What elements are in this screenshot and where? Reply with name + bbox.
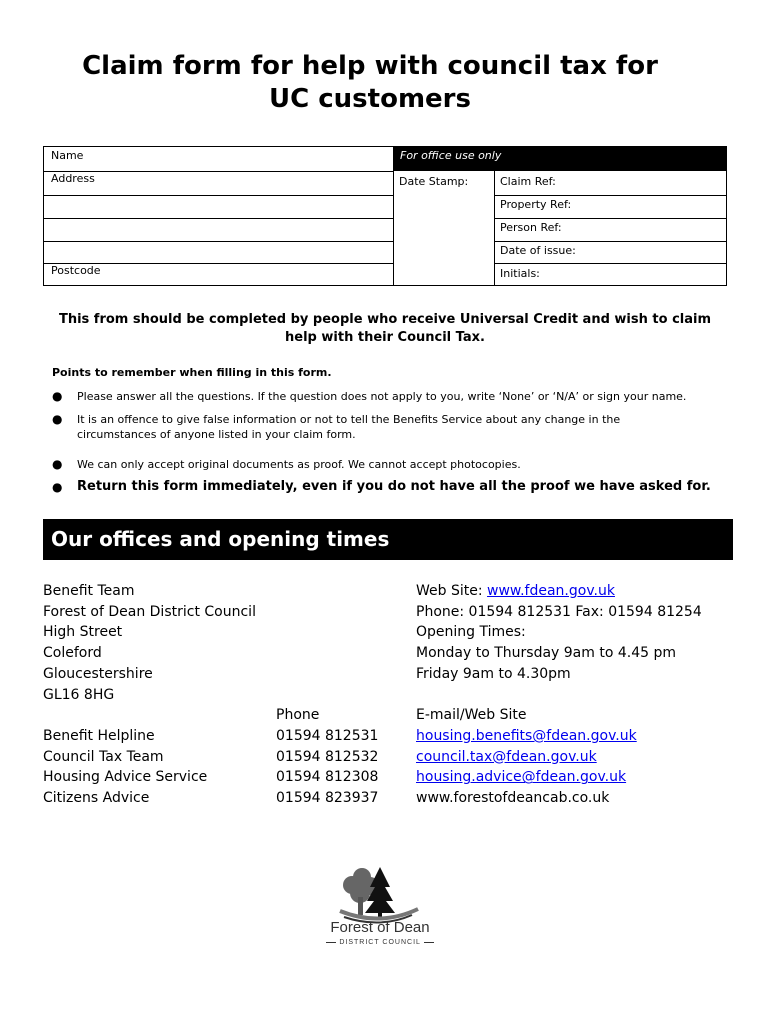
person-ref-label: Person Ref: bbox=[500, 221, 562, 234]
contact-name: Benefit Helpline bbox=[43, 728, 155, 744]
intro-line-1: This from should be completed by people who receive Universal Credit and wish to claim bbox=[58, 312, 712, 327]
address-field-label: Address bbox=[51, 172, 95, 185]
office-use-header: For office use only bbox=[393, 147, 727, 171]
points-title: Points to remember when filling in this form. bbox=[52, 366, 332, 379]
logo-subtitle: DISTRICT COUNCIL bbox=[300, 939, 460, 946]
postcode-field-label: Postcode bbox=[51, 264, 101, 277]
contact-emails bbox=[416, 726, 637, 809]
claim-form-table bbox=[43, 146, 727, 286]
contact-name: Housing Advice Service bbox=[43, 769, 208, 786]
contact-website: www.forestofdeancab.co.uk bbox=[416, 790, 610, 807]
address-line: Benefit Team bbox=[43, 583, 135, 599]
contact-email-link[interactable]: housing.advice@fdean.gov.uk bbox=[416, 769, 627, 786]
claim-ref-label: Claim Ref: bbox=[500, 175, 556, 188]
title-line-1: Claim form for help with council tax for bbox=[82, 51, 658, 81]
office-address bbox=[43, 581, 256, 705]
contact-name: Citizens Advice bbox=[43, 790, 150, 807]
point-text: Please answer all the questions. If the question does not apply to you, write ‘None’ or ‘N/A’ or sign your name. bbox=[77, 390, 687, 403]
contact-phone: 01594 812308 bbox=[276, 769, 379, 786]
address-line: GL16 8HG bbox=[43, 686, 115, 703]
contact-email-link[interactable]: housing.benefits@fdean.gov.uk bbox=[416, 728, 637, 744]
intro-line-2: help with their Council Tax. bbox=[285, 330, 485, 345]
contact-phones bbox=[276, 726, 378, 809]
opening-hours-friday: Friday 9am to 4.30pm bbox=[416, 665, 571, 682]
intro-text bbox=[55, 311, 715, 347]
point-text: It is an offence to give false information or not to tell the Benefits Service about any change in the bbox=[77, 413, 621, 426]
bullet-icon: ● bbox=[52, 389, 63, 403]
bullet-icon: ● bbox=[52, 412, 63, 426]
date-of-issue-label: Date of issue: bbox=[500, 244, 576, 257]
point-text: circumstances of anyone listed in your claim form. bbox=[77, 428, 356, 441]
tree-logo-icon bbox=[300, 855, 460, 925]
page-title bbox=[60, 50, 680, 116]
address-line: Coleford bbox=[43, 645, 102, 662]
opening-times-label: Opening Times: bbox=[416, 624, 526, 641]
address-line: Gloucestershire bbox=[43, 665, 153, 682]
name-field-label: Name bbox=[51, 149, 84, 162]
bullet-icon: ● bbox=[52, 480, 63, 494]
address-line: High Street bbox=[43, 624, 123, 641]
contact-phone: 01594 812532 bbox=[276, 748, 379, 765]
opening-hours-weekdays: Monday to Thursday 9am to 4.45 pm bbox=[416, 645, 676, 662]
bullet-icon: ● bbox=[52, 457, 63, 471]
council-logo bbox=[300, 855, 460, 955]
contact-name: Council Tax Team bbox=[43, 748, 164, 765]
initials-label: Initials: bbox=[500, 267, 540, 280]
contact-names bbox=[43, 726, 207, 809]
contact-phone: 01594 812531 bbox=[276, 728, 379, 744]
email-column-header: E-mail/Web Site bbox=[416, 707, 527, 723]
property-ref-label: Property Ref: bbox=[500, 198, 572, 211]
contact-email-link[interactable]: council.tax@fdean.gov.uk bbox=[416, 748, 597, 765]
point-text: Return this form immediately, even if you do not have all the proof we have asked for. bbox=[77, 479, 711, 494]
phone-column-header: Phone bbox=[276, 707, 320, 723]
offices-heading: Our offices and opening times bbox=[43, 519, 733, 560]
phone-fax: Phone: 01594 812531 Fax: 01594 81254 bbox=[416, 603, 702, 620]
title-line-2: UC customers bbox=[269, 84, 471, 114]
contact-phone: 01594 823937 bbox=[276, 790, 379, 807]
date-stamp-label: Date Stamp: bbox=[399, 175, 469, 188]
website-label: Web Site: bbox=[416, 583, 488, 599]
office-info bbox=[416, 581, 702, 685]
website-link[interactable]: www.fdean.gov.uk bbox=[487, 583, 615, 599]
address-line: Forest of Dean District Council bbox=[43, 603, 256, 620]
point-text: We can only accept original documents as proof. We cannot accept photocopies. bbox=[77, 458, 521, 471]
logo-name: Forest of Dean bbox=[330, 919, 430, 936]
